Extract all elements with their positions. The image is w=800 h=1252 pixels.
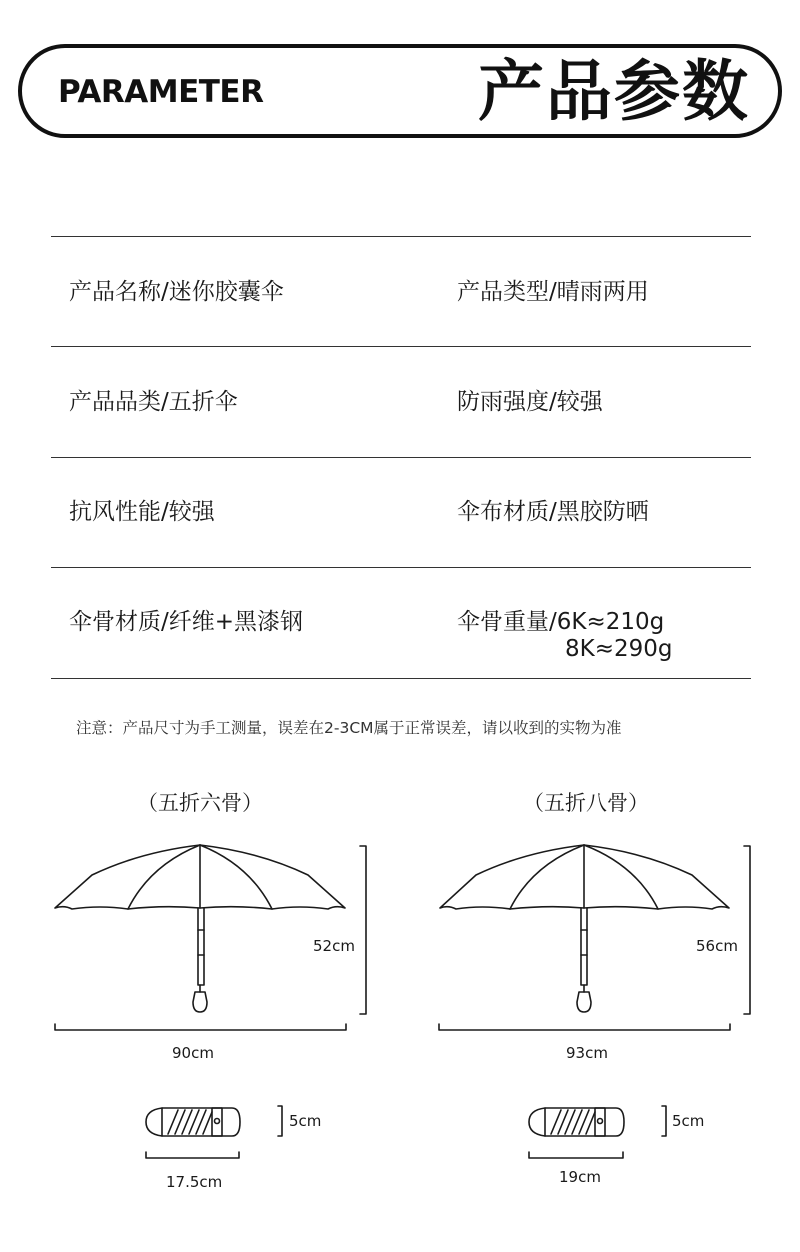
model-eight-rib-caption: （五折八骨） (523, 791, 649, 815)
closed-height-bracket-left (278, 1106, 282, 1136)
open-umbrella-six-rib-icon (55, 845, 345, 1012)
measurement-note: 注意：产品尺寸为手工测量，误差在2-3CM属于正常误差，请以收到的实物为准 (76, 719, 622, 737)
closed-height-label-right: 5cm (672, 1112, 705, 1130)
open-height-label-right: 56cm (696, 937, 738, 955)
closed-umbrella-eight-rib-icon (529, 1108, 624, 1136)
model-six-rib-caption: （五折六骨） (137, 791, 263, 815)
closed-height-label-left: 5cm (289, 1112, 322, 1130)
param-rain-resistance: 防雨强度/较强 (457, 389, 603, 415)
header-title-cn: 产品参数 (478, 53, 750, 130)
open-width-label-left: 90cm (172, 1044, 214, 1062)
param-frame-material: 伞骨材质/纤维+黑漆钢 (69, 609, 304, 635)
open-width-label-right: 93cm (566, 1044, 608, 1062)
closed-umbrella-six-rib-icon (146, 1108, 240, 1136)
open-umbrella-eight-rib-icon (440, 845, 729, 1012)
closed-length-label-left: 17.5cm (166, 1173, 223, 1191)
open-height-label-left: 52cm (313, 937, 355, 955)
param-product-type: 产品类型/晴雨两用 (457, 279, 649, 305)
width-bracket-left (55, 1024, 346, 1030)
param-frame-weight-8k: 8K≈290g (565, 636, 673, 662)
param-wind-resistance: 抗风性能/较强 (69, 499, 215, 525)
param-canopy-material: 伞布材质/黑胶防晒 (457, 499, 649, 525)
header-title-en: PARAMETER (58, 74, 264, 110)
closed-length-bracket-right (529, 1152, 623, 1158)
height-bracket-right (744, 846, 750, 1014)
closed-height-bracket-right (662, 1106, 666, 1136)
param-category: 产品品类/五折伞 (69, 389, 238, 415)
height-bracket-left (360, 846, 366, 1014)
width-bracket-right (439, 1024, 730, 1030)
closed-length-bracket-left (146, 1152, 239, 1158)
closed-length-label-right: 19cm (559, 1168, 601, 1186)
param-frame-weight: 伞骨重量/6K≈210g (457, 609, 665, 635)
param-product-name: 产品名称/迷你胶囊伞 (69, 279, 284, 305)
